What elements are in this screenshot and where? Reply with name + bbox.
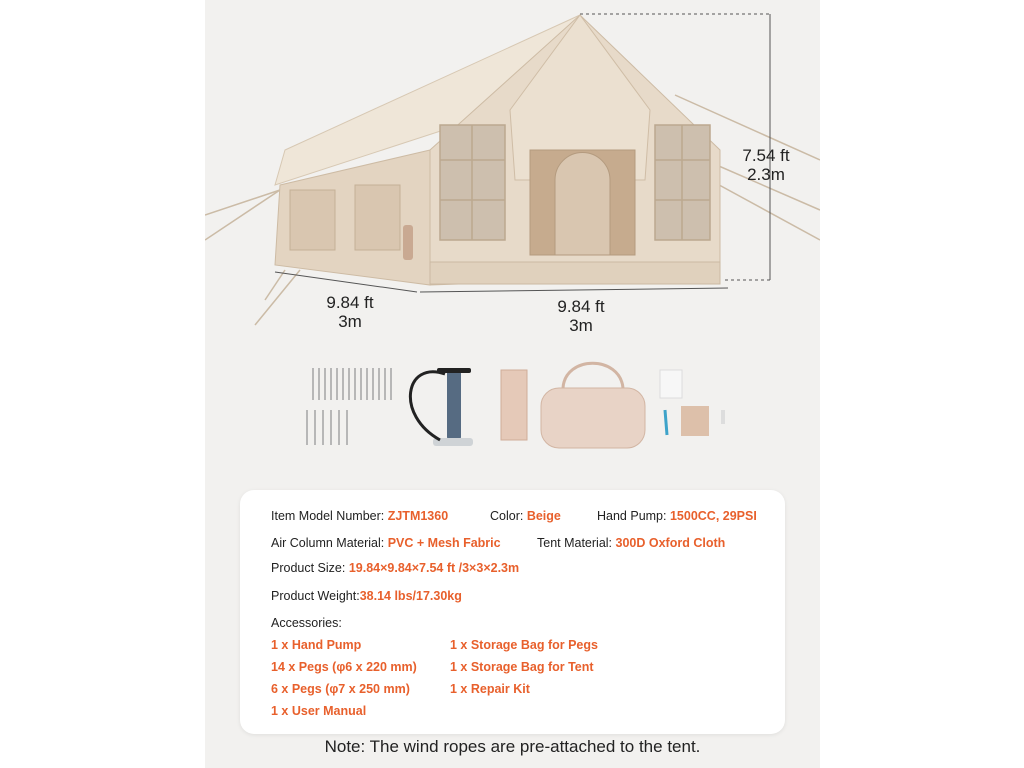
tent-photo	[205, 0, 820, 340]
product-size-value: 19.84×9.84×7.54 ft /3×3×2.3m	[348, 561, 520, 575]
tent-material-value: 300D Oxford Cloth	[615, 536, 726, 550]
model-number-row: Item Model Number: ZJTM1360	[271, 509, 449, 523]
accessory-item: 6 x Pegs (φ7 x 250 mm)	[271, 682, 410, 696]
accessory-item: 1 x Storage Bag for Pegs	[450, 638, 598, 652]
depth-dimension-label	[316, 293, 384, 331]
width-ft: 9.84 ft	[557, 297, 605, 316]
depth-ft: 9.84 ft	[326, 293, 374, 312]
product-weight-row: Product Weight:38.14 lbs/17.30kg	[271, 589, 462, 603]
product-size-row: Product Size: 19.84×9.84×7.54 ft /3×3×2.3m	[271, 561, 520, 575]
width-dimension-label	[547, 297, 615, 335]
height-m: 2.3m	[747, 165, 785, 184]
model-number-value: ZJTM1360	[387, 509, 449, 523]
air-column-value: PVC + Mesh Fabric	[387, 536, 501, 550]
tent-material-row: Tent Material: 300D Oxford Cloth	[537, 536, 726, 550]
hand-pump-row: Hand Pump: 1500CC, 29PSI	[597, 509, 757, 523]
accessory-item: 1 x User Manual	[271, 704, 367, 718]
accessory-item: 1 x Storage Bag for Tent	[450, 660, 594, 674]
color-row: Color: Beige	[490, 509, 561, 523]
air-column-row: Air Column Material: PVC + Mesh Fabric	[271, 536, 501, 550]
accessories-photo	[205, 340, 820, 480]
height-dimension-label	[732, 146, 800, 184]
accessory-item: 1 x Repair Kit	[450, 682, 530, 696]
product-weight-value: 38.14 lbs/17.30kg	[359, 589, 462, 603]
width-m: 3m	[569, 316, 593, 335]
accessories-heading: Accessories:	[271, 616, 342, 630]
color-value: Beige	[526, 509, 561, 523]
hand-pump-value: 1500CC, 29PSI	[669, 509, 757, 523]
depth-m: 3m	[338, 312, 362, 331]
accessory-item: 14 x Pegs (φ6 x 220 mm)	[271, 660, 417, 674]
height-ft: 7.54 ft	[742, 146, 790, 165]
accessory-item: 1 x Hand Pump	[271, 638, 362, 652]
wind-rope-note: Note: The wind ropes are pre-attached to the tent.	[324, 737, 701, 756]
specifications-card	[240, 490, 785, 734]
